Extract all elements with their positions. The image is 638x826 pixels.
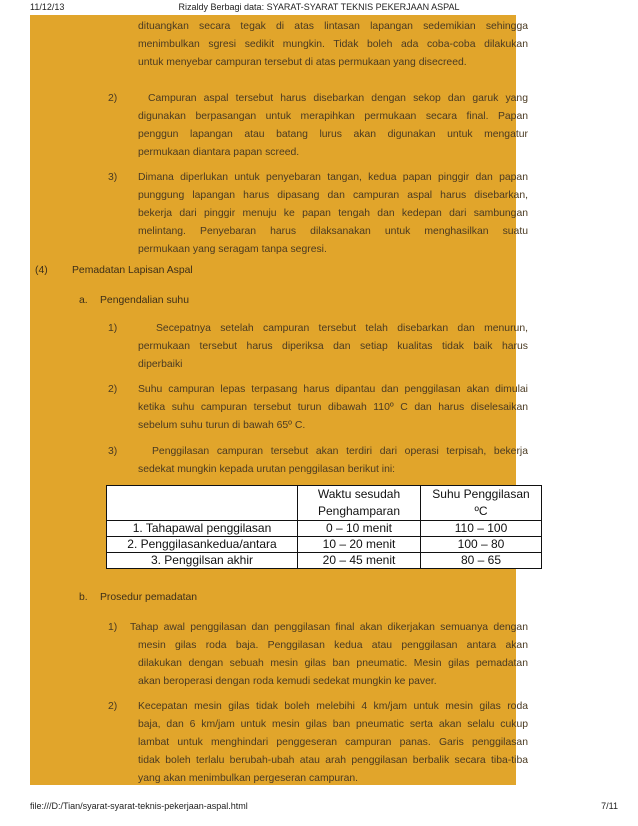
a-item-1-number: 1): [108, 323, 118, 334]
paragraph-1-line-3: untuk menyebar campuran tersebut di atas permukaan yang disecreed.: [138, 57, 467, 68]
table-cell-stage: 2. Penggilasankedua/antara: [107, 537, 298, 553]
item-3-number: 3): [108, 172, 118, 183]
print-date: 11/12/13: [30, 2, 65, 12]
item-2-number: 2): [108, 93, 118, 104]
item-3-line-4: melintang. Penyebaran harus dilaksanakan untuk menghasilkan suatu: [138, 226, 528, 237]
subsection-a-heading: Pengendalian suhu: [100, 295, 189, 306]
b-item-1-line-3: dilakukan dengan sebuah mesin gilas ban pneumatic. Mesin gilas pemadatan: [138, 658, 528, 669]
table-cell-time: 0 – 10 menit: [298, 521, 421, 537]
item-3-line-2: punggung lapangan harus dipasang dan campuran aspal harus disebarkan,: [138, 190, 528, 201]
item-2-line-4: permukaan diantara papan screed.: [138, 147, 300, 158]
table-cell-temperature: 110 – 100: [421, 521, 542, 537]
print-footer: [0, 799, 638, 813]
table-cell-time: 10 – 20 menit: [298, 537, 421, 553]
subsection-a-letter: a.: [79, 295, 88, 306]
section-4-heading: Pemadatan Lapisan Aspal: [72, 265, 193, 276]
print-page-number: 7/11: [601, 801, 618, 811]
table-cell-time: 20 – 45 menit: [298, 553, 421, 569]
b-item-2-number: 2): [108, 701, 118, 712]
a-item-2-line-3: sebelum suhu turun di bawah 65º C.: [138, 420, 306, 431]
table-row: [107, 553, 542, 569]
a-item-3-line-2: sedekat mungkin kepada urutan penggilasan berikut ini:: [138, 464, 396, 475]
item-3-line-1: Dimana diperlukan untuk penyebaran tangan, kedua papan pinggir dan papan: [138, 172, 528, 183]
b-item-1-number: 1): [108, 622, 118, 633]
a-item-2-line-1: Suhu campuran lepas terpasang harus dipantau dan penggilasan akan dimulai: [138, 384, 528, 395]
table-header-temperature: [421, 486, 542, 521]
table-header-time: [298, 486, 421, 521]
item-2-line-1: Campuran aspal tersebut harus disebarkan dengan sekop dan garuk yang: [148, 93, 528, 104]
print-file-path: file:///D:/Tian/syarat-syarat-teknis-pekerjaan-aspal.html: [30, 801, 248, 811]
a-item-1-line-3: diperbaiki: [138, 359, 183, 370]
a-item-2-line-2: ketika suhu campuran tersebut turun dibawah 110º C dan harus diselesaikan: [138, 402, 528, 413]
item-3-line-5: permukaan yang seragam tanpa segresi.: [138, 244, 327, 255]
print-page-title: Rizaldy Berbagi data: SYARAT-SYARAT TEKNIS PEKERJAAN ASPAL: [178, 2, 460, 12]
table-cell-temperature: 100 – 80: [421, 537, 542, 553]
b-item-1-line-1: Tahap awal penggilasan dan penggilasan final akan dikerjakan semuanya dengan: [130, 622, 528, 633]
b-item-2-line-1: Kecepatan mesin gilas tidak boleh melebihi 4 km/jam untuk mesin gilas roda: [138, 701, 528, 712]
item-2-line-3: penggun lapangan atau batang lurus akan digunakan untuk mengatur: [138, 129, 528, 140]
table-header-row: [107, 486, 542, 521]
table-row: [107, 521, 542, 537]
b-item-2-line-3: lambat untuk menghindari penggeseran campuran panas. Garis penggilasan: [138, 737, 528, 748]
section-4-number: (4): [35, 265, 48, 276]
b-item-2-line-2: baja, dan 6 km/jam untuk mesin gilas ban pneumatic serta akan selalu cukup: [138, 719, 528, 730]
a-item-3-number: 3): [108, 446, 118, 457]
subsection-b-letter: b.: [79, 592, 88, 603]
item-2-line-2: digunakan berpasangan untuk merapihkan permukaan secara final. Papan: [138, 111, 528, 122]
a-item-1-line-1: Secepatnya setelah campuran tersebut telah disebarkan dan menurun,: [156, 323, 528, 334]
print-header: [0, 0, 638, 14]
b-item-2-line-4: tidak boleh terlalu berubah-ubah atau arah penggilasan berbalik secara tiba-tiba: [138, 755, 528, 766]
a-item-1-line-2: permukaan tersebut harus diperiksa dan setiap kualitas tidak baik harus: [138, 341, 528, 352]
subsection-b-heading: Prosedur pemadatan: [100, 592, 198, 603]
item-3-line-3: bekerja dari pinggir menuju ke papan tengah dan kedepan dari sambungan: [138, 208, 528, 219]
paragraph-1-line-2: menimbulkan sgresi sedikit mungkin. Tidak boleh ada coba-coba dilakukan: [138, 39, 528, 50]
table-header-temperature-line-1: Suhu Penggilasan: [432, 487, 530, 501]
a-item-3-line-1: Penggilasan campuran tersebut akan terdiri dari operasi terpisah, bekerja: [152, 446, 528, 457]
table-header-temperature-line-2: ºC: [474, 504, 488, 518]
b-item-1-line-4: akan beroperasi dengan roda kemudi sedekat mungkin ke paver.: [138, 676, 437, 687]
temperature-table: [106, 485, 542, 569]
table-header-time-line-2: Penghamparan: [317, 504, 401, 518]
table-row: [107, 537, 542, 553]
table-header-time-line-1: Waktu sesudah: [317, 487, 401, 501]
b-item-1-line-2: mesin gilas roda baja. Penggilasan kedua atau penggilasan antara akan: [138, 640, 528, 651]
a-item-2-number: 2): [108, 384, 118, 395]
table-cell-stage: 3. Penggilsan akhir: [107, 553, 298, 569]
paragraph-1-line-1: dituangkan secara tegak di atas lintasan lapangan sedemikian sehingga: [138, 21, 528, 32]
table-cell-stage: 1. Tahapawal penggilasan: [107, 521, 298, 537]
b-item-2-line-5: yang akan menimbulkan pergeseran campuran.: [138, 773, 359, 784]
table-header-blank: [107, 486, 298, 521]
table-cell-temperature: 80 – 65: [421, 553, 542, 569]
